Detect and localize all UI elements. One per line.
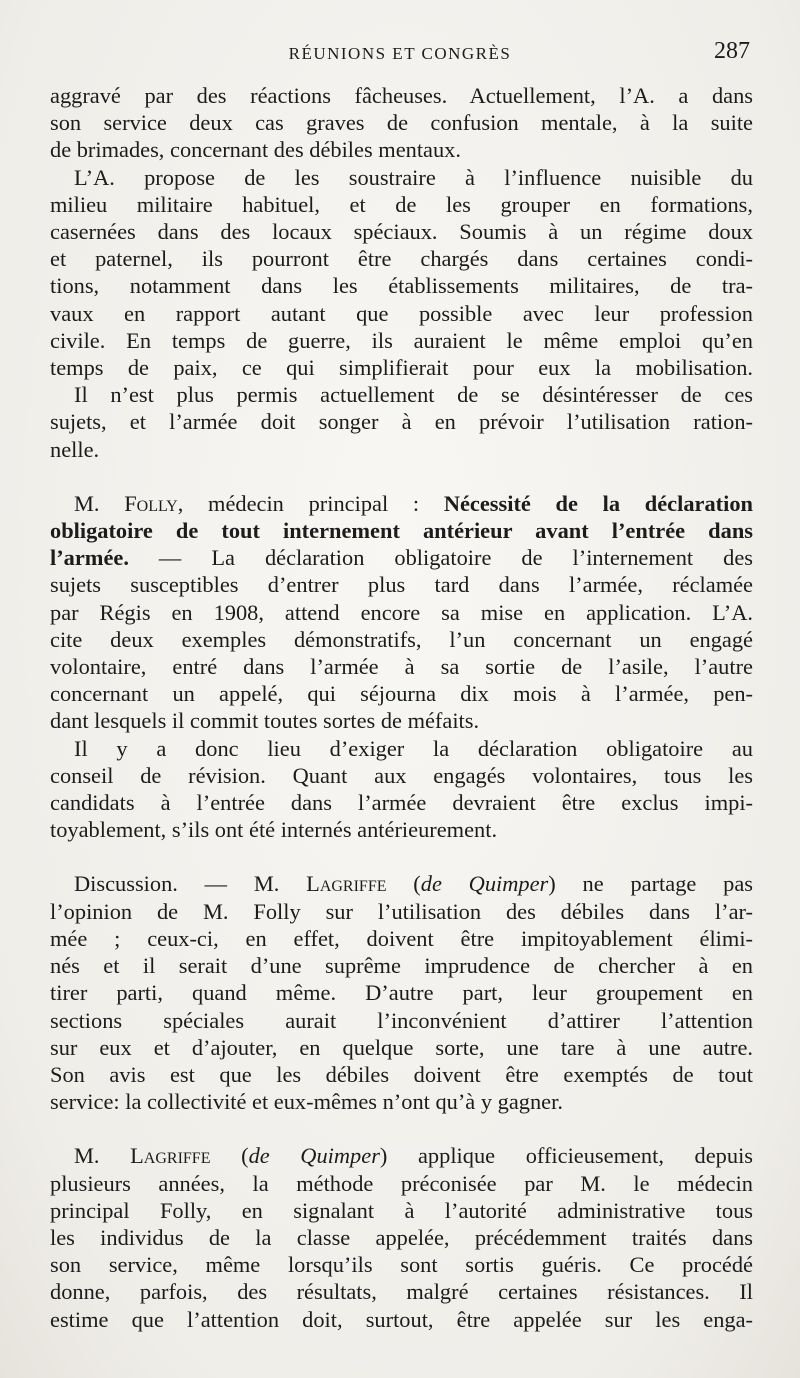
text-line: mée ; ceux-ci, en effet, doivent être impitoyablement élimi-: [50, 925, 753, 951]
paragraph-folly: [50, 490, 753, 735]
text-line: Il y a donc lieu d’exiger la déclaration obligatoire au: [74, 735, 753, 761]
text-line: Discussion. — M. Lagriffe (de Quimper) ne partage pas: [74, 871, 753, 897]
paragraph-1: [50, 82, 753, 164]
text-line: tirer parti, quand même. D’autre part, leur groupement en: [50, 980, 753, 1006]
text-run: Discussion. — M.: [74, 871, 307, 897]
text-line: milieu militaire habituel, et de les grouper en formations,: [50, 191, 753, 217]
text-line: les individus de la classe appelée, précédemment traités dans: [50, 1224, 753, 1250]
text-line: son service, même lorsqu’ils sont sortis guéris. Ce procédé: [50, 1252, 753, 1278]
text-run: ne partage pas: [555, 871, 753, 897]
paragraph-2: [50, 164, 753, 382]
text-run: applique officieusement, depuis: [387, 1143, 754, 1169]
text-line: sujets susceptibles d’entrer plus tard dans l’armée, réclamée: [50, 572, 753, 598]
text-line: dant lesquels il commit toutes sortes de méfaits.: [50, 708, 480, 734]
text-line: vaux en rapport autant que possible avec leur profession: [50, 300, 753, 326]
text-line: nés et il serait d’une suprême imprudence de chercher à en: [50, 953, 753, 979]
page-number: 287: [714, 38, 750, 64]
speaker-name: Lagriffe: [130, 1143, 211, 1169]
text-line: principal Folly, en signalant à l’autorité administrative tous: [50, 1197, 753, 1223]
paragraph-lagriffe: [50, 1142, 753, 1332]
text-line: casernées dans des locaux spéciaux. Soumis à un régime doux: [50, 219, 753, 245]
text-line: sujets, et l’armée doit songer à en prévoir l’utilisation ration-: [50, 409, 753, 435]
text-line: l’opinion de M. Folly sur l’utilisation des débiles dans l’ar-: [50, 898, 753, 924]
text-line: donne, parfois, des résultats, malgré certaines résistances. Il: [50, 1279, 753, 1305]
text-line: sections spéciales aurait l’inconvénient d’attirer l’attention: [50, 1007, 753, 1033]
text-line: volontaire, entré dans l’armée à sa sortie de l’asile, l’autre: [50, 654, 753, 680]
text-line: de brimades, concernant des débiles mentaux.: [50, 137, 461, 163]
text-line: service: la collectivité et eux-mêmes n’ont qu’à y gagner.: [50, 1089, 563, 1115]
text-line: par Régis en 1908, attend encore sa mise en application. L’A.: [50, 599, 753, 625]
text-line: toyablement, s’ils ont été internés antérieurement.: [50, 817, 498, 843]
text-line: [50, 490, 753, 517]
article-body: [50, 82, 753, 1333]
text-line: temps de paix, ce qui simplifierait pour eux la mobilisation.: [50, 355, 753, 381]
text-line: cite deux exemples démonstratifs, l’un concernant un engagé: [50, 626, 753, 652]
text-line: [50, 544, 753, 571]
communication-title: Nécessité de la déclaration: [443, 490, 753, 516]
text-line: nelle.: [50, 436, 100, 462]
text-line: tions, notamment dans les établissements militaires, de tra-: [50, 273, 753, 299]
speaker-place: de Quimper: [248, 1143, 380, 1169]
text-run: — La déclaration obligatoire de l’internement des: [128, 545, 753, 571]
paragraph-discussion: [50, 870, 753, 1115]
speaker-name: M. Folly: [74, 490, 178, 516]
speaker-role: , médecin principal :: [177, 490, 444, 516]
text-line: candidats à l’entrée dans l’armée devraient être exclus impi-: [50, 790, 753, 816]
speaker-name: Lagriffe: [306, 871, 387, 897]
text-line: aggravé par des réactions fâcheuses. Actuellement, l’A. a dans: [50, 83, 753, 108]
text-line: plusieurs années, la méthode préconisée par M. le médecin: [50, 1170, 753, 1196]
text-line: Il n’est plus permis actuellement de se désintéresser de ces: [74, 382, 753, 408]
text-line: conseil de révision. Quant aux engagés volontaires, tous les: [50, 762, 753, 788]
text-line: M. Lagriffe (de Quimper) applique officieusement, depuis: [74, 1143, 754, 1169]
communication-title-line: obligatoire de tout internement antérieur avant l’entrée dans: [50, 518, 753, 544]
text-line: civile. En temps de guerre, ils auraient le même emploi qu’en: [50, 327, 753, 353]
running-head: RÉUNIONS ET CONGRÈS: [288, 44, 512, 63]
text-line: concernant un appelé, qui séjourna dix mois à l’armée, pen-: [50, 681, 753, 707]
text-line: L’A. propose de les soustraire à l’influence nuisible du: [74, 164, 753, 190]
paragraph-5: [50, 735, 753, 844]
speaker-place: de Quimper: [420, 871, 549, 897]
text-line: estime que l’attention doit, surtout, être appelée sur les enga-: [50, 1306, 753, 1332]
communication-title-end: l’armée.: [50, 545, 129, 571]
text-line: Son avis est que les débiles doivent être exemptés de tout: [50, 1061, 753, 1087]
text-line: sur eux et d’ajouter, en quelque sorte, une tare à une autre.: [50, 1034, 753, 1060]
text-line: son service deux cas graves de confusion mentale, à la suite: [50, 110, 753, 136]
paragraph-3: [50, 381, 753, 463]
page-header: [50, 36, 750, 76]
text-run: M.: [74, 1143, 131, 1169]
text-line: et paternel, ils pourront être chargés dans certaines condi-: [50, 246, 753, 272]
